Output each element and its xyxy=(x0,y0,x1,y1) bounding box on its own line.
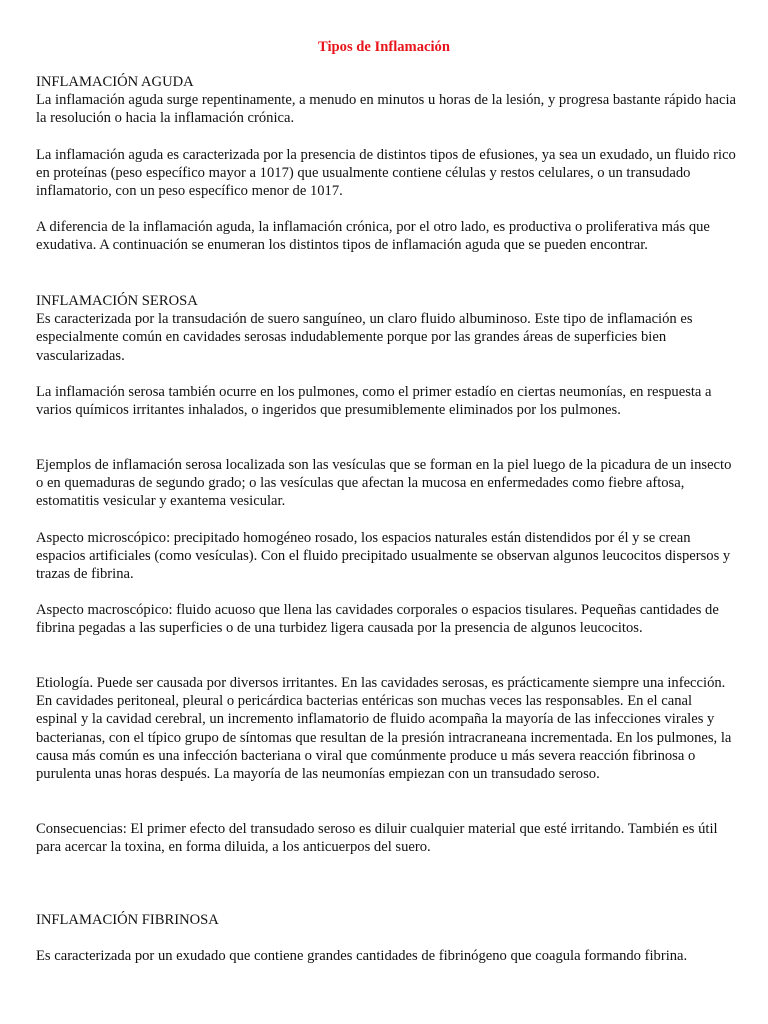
section-heading-fibrinosa: INFLAMACIÓN FIBRINOSA xyxy=(36,912,219,928)
paragraph: La inflamación aguda surge repentinamente, a menudo en minutos u horas de la lesión, y progresa bastante rápido hacia la resolución o hacia la inflamación crónica. xyxy=(36,92,736,127)
section-heading-aguda: INFLAMACIÓN AGUDA xyxy=(36,74,194,90)
section-aguda-intro xyxy=(36,73,736,128)
paragraph: Aspecto macroscópico: fluido acuoso que llena las cavidades corporales o espacios tisulares. Pequeñas cantidades de fibrina pegadas a las superficies o de una turbidez ligera causada por la presencia de algunos leucocitos. xyxy=(36,602,719,637)
section-serosa-intro xyxy=(36,292,736,365)
document-title: Tipos de Inflamación xyxy=(318,39,450,55)
paragraph: Aspecto microscópico: precipitado homogéneo rosado, los espacios naturales están distendidos por él y se crean espacios artificiales (como vesículas). Con el fluido precipitado usualmente se observan algunos leucocitos dispersos y trazas de fibrina. xyxy=(36,530,731,583)
paragraph: Es caracterizada por un exudado que contiene grandes cantidades de fibrinógeno que coagula formando fibrina. xyxy=(36,948,688,964)
paragraph: Etiología. Puede ser causada por diversos irritantes. En las cavidades serosas, es prácticamente siempre una infección. En cavidades peritoneal, pleural o pericárdica bacterias entéricas son muchas veces las responsables. En el canal espinal y la cavidad cerebral, un incremento inflamatorio de fluido acompaña la mayoría de las infecciones virales y bacterianas, con el típico grupo de síntomas que resultan de la presión intracraneana incrementada. En los pulmones, la causa más común es una infección bacteriana o viral que comúnmente produce u más severa reacción fibrinosa o purulenta unas horas después. La mayoría de las neumonías empiezan con un transudado seroso. xyxy=(36,675,732,783)
paragraph: La inflamación serosa también ocurre en los pulmones, como el primer estadío en ciertas neumonías, en respuesta a varios químicos irritantes inhalados, o ingeridos que presumiblemente eliminados por los pulmones. xyxy=(36,384,712,419)
paragraph: La inflamación aguda es caracterizada por la presencia de distintos tipos de efusiones, ya sea un exudado, un fluido rico en proteínas (peso específico mayor a 1017) que usualmente contiene células y restos celulares, o un transudado inflamatorio, con un peso específico menor de 1017. xyxy=(36,147,736,200)
section-heading-serosa: INFLAMACIÓN SEROSA xyxy=(36,293,198,309)
paragraph: A diferencia de la inflamación aguda, la inflamación crónica, por el otro lado, es productiva o proliferativa más que exudativa. A continuación se enumeran los distintos tipos de inflamación aguda que se pueden encontrar. xyxy=(36,219,710,254)
paragraph: Ejemplos de inflamación serosa localizada son las vesículas que se forman en la piel luego de la picadura de un insecto o en quemaduras de segundo grado; o las vesículas que afectan la mucosa en enfermedades como fiebre aftosa, estomatitis vesicular y exantema vesicular. xyxy=(36,457,732,510)
paragraph: Consecuencias: El primer efecto del transudado seroso es diluir cualquier material que esté irritando. También es útil para acercar la toxina, en forma diluida, a los anticuerpos del suero. xyxy=(36,821,718,856)
paragraph: Es caracterizada por la transudación de suero sanguíneo, un claro fluido albuminoso. Este tipo de inflamación es especialmente común en cavidades serosas indudablemente porque por las grandes áreas de superficies bien vascularizadas. xyxy=(36,311,693,364)
